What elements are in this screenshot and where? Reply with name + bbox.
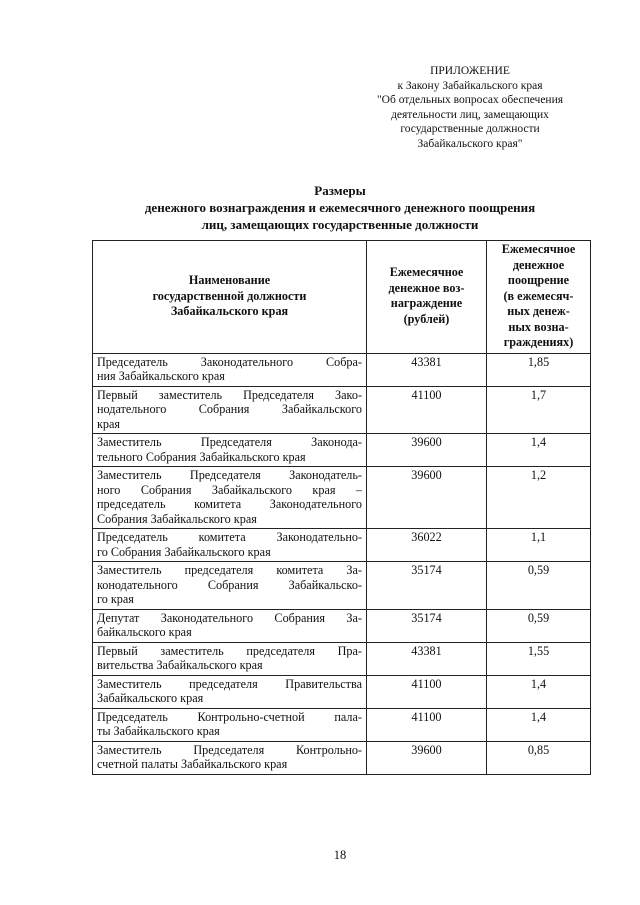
position-name-line: Заместитель председателя комитета За- [97, 563, 362, 577]
appendix-line: к Закону Забайкальского края [397, 79, 543, 92]
table-row [93, 642, 591, 675]
bonus-cell: 1,1 [487, 529, 591, 562]
header-line: государственной должности [152, 288, 307, 303]
position-name-line: Собрания Забайкальского края [97, 511, 257, 526]
position-name-line: Председатель комитета Законодательно- [97, 530, 362, 544]
header-line: поощрение [507, 273, 570, 287]
position-name-cell [93, 353, 367, 386]
position-name-line: ты Забайкальского края [97, 724, 220, 738]
position-name-cell [93, 562, 367, 610]
bonus-cell: 1,7 [487, 386, 591, 434]
salary-cell: 43381 [367, 353, 487, 386]
position-name-line: Заместитель Председателя Законода- [97, 435, 362, 449]
salary-cell: 39600 [367, 467, 487, 529]
position-name-line: Заместитель Председателя Контрольно- [97, 742, 362, 757]
salary-cell: 41100 [367, 386, 487, 434]
header-line: ных денеж- [507, 304, 570, 318]
salary-cell: 35174 [367, 609, 487, 642]
bonus-cell: 0,85 [487, 741, 591, 774]
position-name-cell [93, 642, 367, 675]
position-name-cell [93, 529, 367, 562]
appendix-line: Забайкальского края" [417, 137, 523, 150]
salary-cell: 35174 [367, 562, 487, 610]
table-row [93, 467, 591, 529]
position-name-cell [93, 609, 367, 642]
position-name-cell [93, 708, 367, 741]
header-line: Забайкальского края [170, 304, 289, 318]
position-name-line: ния Забайкальского края [97, 369, 225, 383]
header-line: денежное [512, 257, 565, 272]
header-line: Ежемесячное [389, 265, 464, 280]
salary-cell: 41100 [367, 675, 487, 708]
position-name-line: Заместитель председателя Правительства [97, 676, 362, 691]
salary-cell: 43381 [367, 642, 487, 675]
position-name-cell [93, 675, 367, 708]
appendix-line: государственные должности [400, 123, 540, 135]
position-name-line: ного Собрания Забайкальского края – [97, 482, 362, 497]
table-body [93, 353, 591, 774]
position-name-line: го края [97, 592, 134, 606]
salary-table [92, 240, 591, 775]
salary-cell: 36022 [367, 529, 487, 562]
position-name-line: Забайкальского края [97, 691, 204, 705]
header-line: Ежемесячное [501, 242, 576, 256]
header-line: денежное воз- [388, 280, 465, 295]
position-name-line: конодательного Собрания Забайкальско- [97, 577, 362, 592]
header-line: ных возна- [508, 319, 569, 334]
position-name-line: Председатель Законодательного Собра- [97, 354, 362, 369]
position-name-cell [93, 386, 367, 434]
table-row [93, 708, 591, 741]
appendix-note [360, 64, 580, 151]
position-name-line: вительства Забайкальского края [97, 658, 263, 672]
table-row [93, 353, 591, 386]
table-header-row [93, 241, 591, 354]
position-name-line: байкальского края [97, 625, 192, 639]
appendix-line: деятельности лиц, замещающих [391, 108, 549, 121]
bonus-cell: 0,59 [487, 562, 591, 610]
position-name-line: го Собрания Забайкальского края [97, 544, 271, 559]
header-line: награждение [390, 296, 463, 311]
position-name-line: Первый заместитель Председателя Зако- [97, 387, 362, 402]
header-salary [367, 241, 487, 354]
position-name-line: Заместитель Председателя Законодатель- [97, 468, 362, 482]
bonus-cell: 0,59 [487, 609, 591, 642]
bonus-cell: 1,4 [487, 434, 591, 467]
position-name-line: Председатель Контрольно-счетной пала- [97, 709, 362, 724]
page-number: 18 [333, 848, 347, 862]
salary-cell: 39600 [367, 434, 487, 467]
bonus-cell: 1,2 [487, 467, 591, 529]
header-line: (рублей) [403, 311, 450, 326]
position-name-cell [93, 434, 367, 467]
header-line: Наименование [188, 273, 271, 287]
position-name-line: края [97, 416, 121, 431]
header-line: граждениях) [503, 335, 574, 349]
bonus-cell: 1,4 [487, 708, 591, 741]
table-row [93, 386, 591, 434]
appendix-line: ПРИЛОЖЕНИЕ [430, 65, 510, 77]
position-name-line: Депутат Законодательного Собрания За- [97, 610, 362, 625]
header-bonus [487, 241, 591, 354]
table-row [93, 529, 591, 562]
header-line: (в ежемесяч- [503, 288, 574, 303]
bonus-cell: 1,85 [487, 353, 591, 386]
table-row [93, 741, 591, 774]
title-line: лиц, замещающих государственные должности [201, 217, 479, 232]
position-name-line: председатель комитета Законодательного [97, 497, 362, 511]
position-name-line: тельного Собрания Забайкальского края [97, 449, 306, 464]
document-title [90, 182, 590, 233]
salary-cell: 39600 [367, 741, 487, 774]
position-name-cell [93, 467, 367, 529]
table-row [93, 609, 591, 642]
title-line: денежного вознаграждения и ежемесячного денежного поощрения [144, 200, 536, 215]
table-row [93, 562, 591, 610]
title-line: Размеры [314, 183, 366, 198]
position-name-line: нодательного Собрания Забайкальского [97, 402, 362, 416]
position-name-line: счетной палаты Забайкальского края [97, 757, 288, 771]
position-name-line: Первый заместитель председателя Пра- [97, 643, 362, 658]
appendix-line: "Об отдельных вопросах обеспечения [376, 94, 564, 106]
header-position [93, 241, 367, 354]
bonus-cell: 1,55 [487, 642, 591, 675]
position-name-cell [93, 741, 367, 774]
table-row [93, 434, 591, 467]
bonus-cell: 1,4 [487, 675, 591, 708]
table-row [93, 675, 591, 708]
salary-cell: 41100 [367, 708, 487, 741]
